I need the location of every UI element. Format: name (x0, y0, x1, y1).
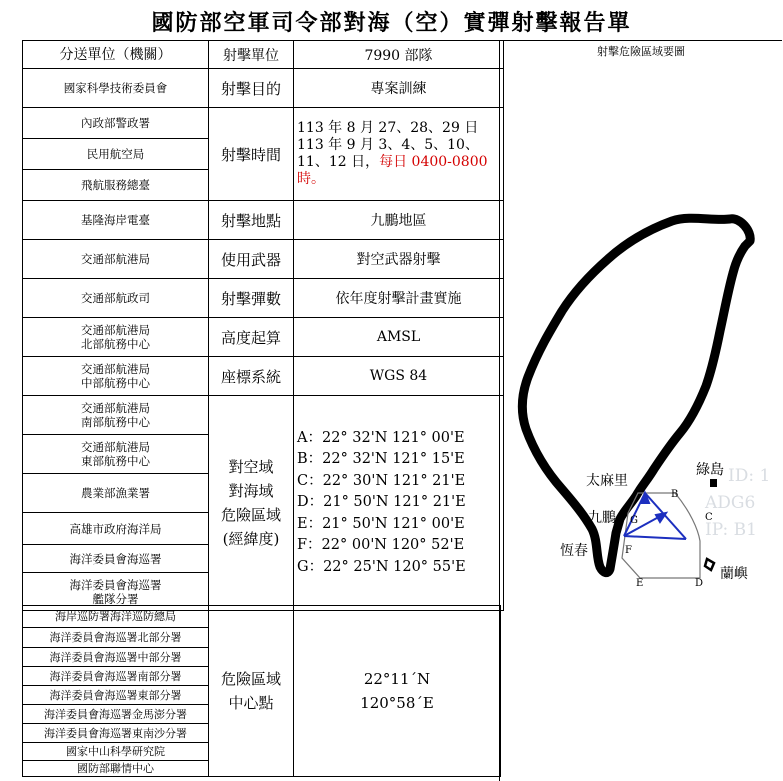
coordinate-point-g: G：22° 25'N 120° 55'E (297, 558, 466, 575)
coordinate-point-b: B：22° 32'N 121° 15'E (297, 451, 465, 468)
weapon-value: 對空武器射擊 (294, 240, 504, 279)
coordinate-point-d: D：21° 50'N 121° 21'E (297, 494, 466, 511)
unit-line: 東部航務中心 (81, 454, 150, 468)
unit-cell: 海洋委員會海巡署北部分署 (23, 628, 209, 648)
coordinate-point-f: F：22° 00'N 120° 52'E (297, 537, 465, 554)
unit-cell (23, 318, 209, 357)
point-label-b: B (671, 489, 679, 500)
label-line: 對空域 (228, 458, 274, 476)
center-point-label (209, 606, 294, 777)
unit-cell: 交通部航政司 (23, 279, 209, 318)
purpose-label: 射擊目的 (209, 69, 294, 108)
unit-line: 交通部航港局 (81, 401, 150, 415)
unit-cell: 內政部警政署 (23, 108, 209, 139)
center-point-table (22, 605, 501, 777)
danger-area-coordinates (294, 396, 504, 611)
location-value: 九鵬地區 (294, 201, 504, 240)
coordinate-point-e: E：21° 50'N 121° 00'E (297, 515, 465, 532)
unit-cell: 海洋委員會海巡署金馬澎分署 (23, 705, 209, 724)
watermark-line: IP: B1 (705, 520, 757, 540)
label-line: 中心點 (228, 694, 274, 712)
watermark-line: ADG6 (705, 493, 756, 513)
point-label-e: E (636, 578, 644, 589)
coord-system-label: 座標系統 (209, 357, 294, 396)
unit-cell: 海洋委員會海巡署 (23, 545, 209, 573)
coord-system-value: WGS 84 (294, 357, 504, 396)
orchid-island-shape (705, 559, 714, 570)
point-label-c: C (705, 512, 713, 523)
unit-cell: 高雄市政府海洋局 (23, 513, 209, 545)
time-daily-window: 每日 0400-0800 (379, 154, 488, 170)
unit-cell: 國防部聯情中心 (23, 761, 209, 777)
unit-cell: 國家科學技術委員會 (23, 69, 209, 108)
point-label-g: G (630, 515, 638, 526)
altitude-label: 高度起算 (209, 318, 294, 357)
document-title: 國防部空軍司令部對海（空）實彈射擊報告單 (151, 10, 632, 36)
coordinate-point-c: C：22° 30'N 121° 21'E (297, 472, 466, 489)
unit-cell: 基隆海岸電臺 (23, 201, 209, 240)
danger-area-map (500, 41, 782, 781)
watermark-line: ID: 1 (728, 466, 771, 486)
place-jiupeng: 九鵬 (588, 510, 616, 526)
unit-line: 交通部航港局 (81, 362, 150, 376)
header-firing-unit-value: 7990 部隊 (294, 41, 504, 69)
firing-time-value (294, 108, 504, 201)
unit-cell (23, 435, 209, 474)
time-line-1: 113 年 8 月 27、28、29 日 (297, 120, 479, 136)
unit-cell: 海洋委員會海巡署南部分署 (23, 667, 209, 686)
label-line: 危險區域 (220, 670, 281, 688)
unit-cell: 交通部航港局 (23, 240, 209, 279)
unit-cell (23, 357, 209, 396)
danger-area-label (209, 396, 294, 611)
report-table (22, 40, 504, 611)
time-line-4: 時。 (297, 171, 325, 187)
label-line: 對海域 (228, 482, 274, 500)
unit-cell: 海岸巡防署海洋巡防總局 (23, 606, 209, 628)
place-taimali: 太麻里 (586, 473, 628, 489)
place-green-island: 綠島 (696, 462, 724, 478)
unit-cell: 海洋委員會海巡署東部分署 (23, 686, 209, 705)
place-orchid-island: 蘭嶼 (720, 566, 748, 582)
purpose-value: 專案訓練 (294, 69, 504, 108)
unit-line: 海洋委員會海巡署 (69, 577, 162, 592)
center-point-value (294, 606, 501, 777)
unit-line: 交通部航港局 (81, 440, 150, 454)
unit-line: 中部航務中心 (81, 376, 150, 390)
map-title: 射擊危險區域要圖 (597, 45, 685, 58)
header-firing-unit-label: 射擊單位 (209, 41, 294, 69)
unit-cell (23, 396, 209, 435)
unit-cell: 民用航空局 (23, 139, 209, 170)
coordinate-point-a: A：22° 32'N 121° 00'E (297, 429, 465, 446)
unit-line: 南部航務中心 (81, 415, 150, 429)
location-label: 射擊地點 (209, 201, 294, 240)
center-latitude: 22°11´N (363, 670, 431, 688)
time-line-3: 11、12 日， (297, 154, 380, 170)
unit-cell: 海洋委員會海巡署東南沙分署 (23, 724, 209, 743)
ammo-label: 射擊彈數 (209, 279, 294, 318)
unit-line: 北部航務中心 (81, 337, 150, 351)
label-line: (經緯度) (222, 530, 280, 548)
point-label-f: F (625, 545, 632, 556)
unit-cell: 農業部漁業署 (23, 474, 209, 513)
unit-line: 交通部航港局 (81, 323, 150, 337)
center-longitude: 120°58´E (360, 694, 434, 712)
firing-time-label: 射擊時間 (209, 108, 294, 201)
place-hengchun: 恆春 (560, 543, 588, 559)
danger-area-map-panel (499, 40, 782, 781)
point-label-d: D (695, 578, 704, 589)
unit-cell: 國家中山科學研究院 (23, 743, 209, 761)
green-island-shape (710, 479, 717, 487)
label-line: 危險區域 (220, 506, 281, 524)
altitude-value: AMSL (294, 318, 504, 357)
ammo-value: 依年度射擊計畫實施 (294, 279, 504, 318)
unit-cell: 飛航服務總臺 (23, 170, 209, 201)
time-line-2: 113 年 9 月 3、4、5、10、 (297, 137, 479, 153)
weapon-label: 使用武器 (209, 240, 294, 279)
header-distribution-units: 分送單位（機關） (23, 41, 209, 69)
unit-line: 艦隊分署 (92, 591, 139, 606)
unit-cell: 海洋委員會海巡署中部分署 (23, 648, 209, 667)
